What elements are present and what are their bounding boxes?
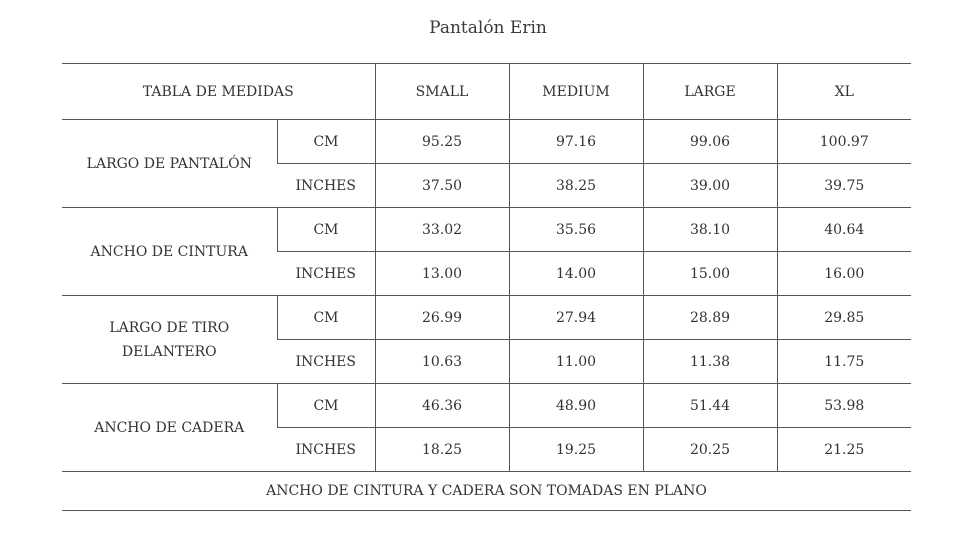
footer-row xyxy=(62,472,911,511)
size-header-medium: MEDIUM xyxy=(509,64,643,120)
value-cell: 38.25 xyxy=(509,164,643,208)
measure-label-ancho-cintura: ANCHO DE CINTURA xyxy=(62,208,277,296)
value-cell: 39.75 xyxy=(777,164,911,208)
value-cell: 95.25 xyxy=(375,120,509,164)
page-title: Pantalón Erin xyxy=(429,18,547,38)
value-cell: 51.44 xyxy=(643,384,777,428)
value-cell: 38.10 xyxy=(643,208,777,252)
value-cell: 21.25 xyxy=(777,428,911,472)
unit-label: CM xyxy=(277,208,375,252)
value-cell: 11.00 xyxy=(509,340,643,384)
table-row xyxy=(62,208,911,252)
unit-label: INCHES xyxy=(277,428,375,472)
measure-label-largo-tiro-text: LARGO DE TIRO DELANTERO xyxy=(109,319,230,360)
size-header-xl: XL xyxy=(777,64,911,120)
measure-label-largo-pantalon: LARGO DE PANTALÓN xyxy=(62,120,277,208)
measure-label-largo-tiro xyxy=(62,296,277,384)
value-cell: 14.00 xyxy=(509,252,643,296)
value-cell: 99.06 xyxy=(643,120,777,164)
value-cell: 48.90 xyxy=(509,384,643,428)
value-cell: 100.97 xyxy=(777,120,911,164)
size-header-large: LARGE xyxy=(643,64,777,120)
size-chart-table xyxy=(62,63,911,511)
unit-label: INCHES xyxy=(277,252,375,296)
unit-label: INCHES xyxy=(277,164,375,208)
value-cell: 10.63 xyxy=(375,340,509,384)
table-footnote: ANCHO DE CINTURA Y CADERA SON TOMADAS EN PLANO xyxy=(62,472,911,511)
value-cell: 11.38 xyxy=(643,340,777,384)
value-cell: 33.02 xyxy=(375,208,509,252)
value-cell: 20.25 xyxy=(643,428,777,472)
value-cell: 35.56 xyxy=(509,208,643,252)
value-cell: 18.25 xyxy=(375,428,509,472)
value-cell: 39.00 xyxy=(643,164,777,208)
unit-label: CM xyxy=(277,296,375,340)
value-cell: 13.00 xyxy=(375,252,509,296)
value-cell: 16.00 xyxy=(777,252,911,296)
value-cell: 53.98 xyxy=(777,384,911,428)
value-cell: 28.89 xyxy=(643,296,777,340)
value-cell: 29.85 xyxy=(777,296,911,340)
header-row xyxy=(62,64,911,120)
table-row xyxy=(62,120,911,164)
unit-label: CM xyxy=(277,384,375,428)
value-cell: 15.00 xyxy=(643,252,777,296)
value-cell: 11.75 xyxy=(777,340,911,384)
unit-label: INCHES xyxy=(277,340,375,384)
value-cell: 37.50 xyxy=(375,164,509,208)
value-cell: 40.64 xyxy=(777,208,911,252)
value-cell: 19.25 xyxy=(509,428,643,472)
table-row xyxy=(62,384,911,428)
value-cell: 27.94 xyxy=(509,296,643,340)
table-row xyxy=(62,296,911,340)
value-cell: 46.36 xyxy=(375,384,509,428)
unit-label: CM xyxy=(277,120,375,164)
table-corner-label: TABLA DE MEDIDAS xyxy=(62,64,375,120)
value-cell: 97.16 xyxy=(509,120,643,164)
measure-label-ancho-cadera: ANCHO DE CADERA xyxy=(62,384,277,472)
value-cell: 26.99 xyxy=(375,296,509,340)
size-header-small: SMALL xyxy=(375,64,509,120)
